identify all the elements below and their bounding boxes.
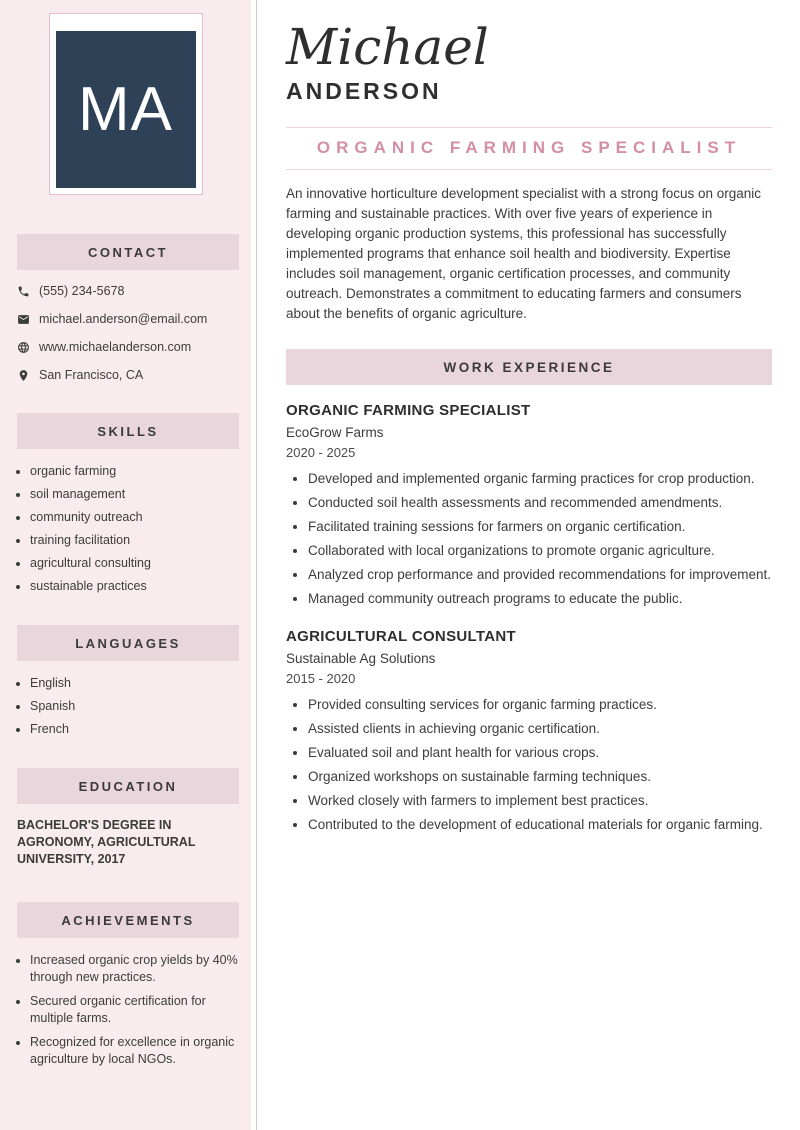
education-section-header: EDUCATION [17, 768, 239, 804]
job-bullet: • Facilitated training sessions for farmers on organic certification. [308, 519, 772, 534]
contact-list [0, 270, 251, 382]
job-bullet: • Collaborated with local organizations to promote organic agriculture. [308, 543, 772, 558]
contact-item-website [17, 340, 239, 354]
contact-phone-text: (555) 234-5678 [39, 284, 125, 298]
language-item: • Spanish [30, 698, 239, 714]
skills-section [0, 413, 251, 594]
email-icon [17, 313, 30, 326]
monogram-frame [49, 13, 203, 195]
achievements-section [0, 902, 251, 1068]
summary-paragraph: An innovative horticulture development specialist with a strong focus on organic farming and sustainable practices. With over five years of experience in developing organic production systems, this professional has successfully implemented programs that enhance soil health and biodiversity. Expertise includes soil management, organic certification processes, and community outreach. Demonstrates a commitment to educating farmers and consumers about the benefits of organic agriculture. [286, 186, 762, 321]
skills-list [0, 449, 251, 594]
job-entry [286, 402, 772, 606]
job-bullet: • Assisted clients in achieving organic certification. [308, 721, 772, 736]
profession-title: ORGANIC FARMING SPECIALIST [316, 138, 742, 157]
location-icon [17, 369, 30, 382]
phone-icon [17, 285, 30, 298]
contact-section [0, 234, 251, 382]
job-bullet: • Provided consulting services for organic farming practices. [308, 697, 772, 712]
language-item: • French [30, 721, 239, 737]
contact-item-phone [17, 284, 239, 298]
education-section [0, 768, 251, 868]
skill-item: • community outreach [30, 509, 239, 525]
job-bullet: • Managed community outreach programs to educate the public. [308, 591, 772, 606]
job-bullet: • Developed and implemented organic farming practices for crop production. [308, 471, 772, 486]
achievements-list [0, 938, 251, 1068]
main-content [257, 0, 800, 1130]
job-bullet: • Analyzed crop performance and provided recommendations for improvement. [308, 567, 772, 582]
job-bullets [286, 697, 772, 832]
contact-location-text: San Francisco, CA [39, 368, 144, 382]
skill-item: • organic farming [30, 463, 239, 479]
contact-item-email [17, 312, 239, 326]
monogram: MA [56, 31, 196, 188]
job-dates: 2020 - 2025 [286, 445, 356, 460]
skill-item: • agricultural consulting [30, 555, 239, 571]
job-title: ORGANIC FARMING SPECIALIST [286, 402, 531, 419]
languages-list [0, 661, 251, 737]
job-bullet: • Organized workshops on sustainable farming techniques. [308, 769, 772, 784]
job-bullet: • Worked closely with farmers to implement best practices. [308, 793, 772, 808]
contact-section-header: CONTACT [17, 234, 239, 270]
sidebar [0, 0, 251, 1130]
skill-item: • soil management [30, 486, 239, 502]
contact-website-text: www.michaelanderson.com [39, 340, 192, 354]
job-bullet: • Evaluated soil and plant health for various crops. [308, 745, 772, 760]
languages-section-header: LANGUAGES [17, 625, 239, 661]
job-bullet: • Contributed to the development of educational materials for organic farming. [308, 817, 772, 832]
globe-icon [17, 341, 30, 354]
job-bullets [286, 471, 772, 606]
achievement-item: • Recognized for excellence in organic agriculture by local NGOs. [30, 1034, 239, 1068]
achievement-item: • Increased organic crop yields by 40% through new practices. [30, 952, 239, 986]
skill-item: • training facilitation [30, 532, 239, 548]
education-degree: BACHELOR'S DEGREE IN AGRONOMY, AGRICULTURAL UNIVERSITY, 2017 [17, 818, 196, 866]
last-name: ANDERSON [286, 78, 442, 104]
job-company: Sustainable Ag Solutions [286, 651, 436, 666]
job-company: EcoGrow Farms [286, 425, 384, 440]
contact-email-text: michael.anderson@email.com [39, 312, 208, 326]
title-rule-bottom [286, 169, 772, 170]
contact-item-location [17, 368, 239, 382]
skills-section-header: SKILLS [17, 413, 239, 449]
job-title: AGRICULTURAL CONSULTANT [286, 628, 516, 645]
work-experience-header: WORK EXPERIENCE [286, 349, 772, 385]
skill-item: • sustainable practices [30, 578, 239, 594]
language-item: • English [30, 675, 239, 691]
achievements-section-header: ACHIEVEMENTS [17, 902, 239, 938]
job-entry [286, 628, 772, 832]
achievement-item: • Secured organic certification for multiple farms. [30, 993, 239, 1027]
languages-section [0, 625, 251, 737]
job-bullet: • Conducted soil health assessments and recommended amendments. [308, 495, 772, 510]
job-dates: 2015 - 2020 [286, 671, 356, 686]
first-name: Michael [286, 18, 489, 76]
